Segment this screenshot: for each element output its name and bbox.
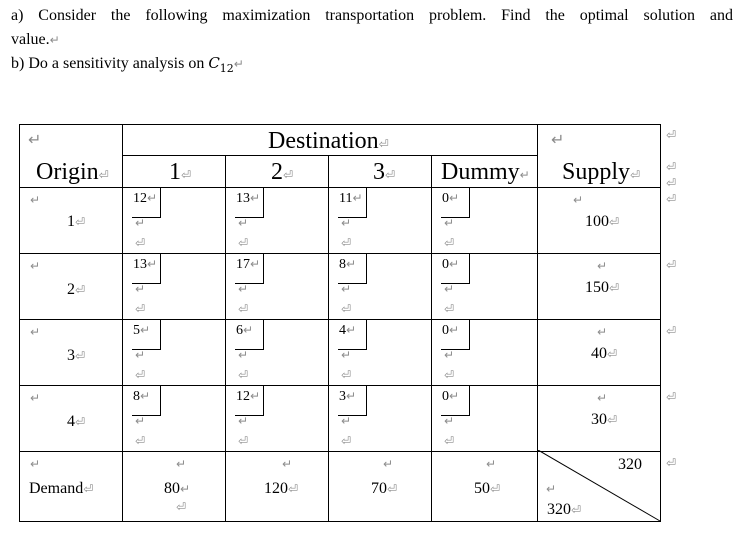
row-end-mark-icon: ⏎	[666, 324, 677, 338]
demand-value: 50⏎	[474, 480, 501, 497]
paragraph-mark-icon: ↵	[444, 414, 455, 428]
paragraph-mark-icon: ⏎	[135, 302, 146, 316]
cost-value: 6↵	[236, 323, 254, 338]
paragraph-mark-icon: ⏎	[444, 236, 455, 250]
paragraph-mark-icon: ⏎	[135, 368, 146, 382]
row-end-mark-icon: ⏎	[666, 192, 677, 206]
cost-value: 0↵	[442, 191, 460, 206]
paragraph-mark-icon: ↵	[28, 130, 42, 149]
supply-value: 150⏎	[585, 279, 620, 296]
paragraph-mark-icon: ⏎	[135, 236, 146, 250]
paragraph-mark-icon: ⏎	[341, 302, 352, 316]
demand-label: Demand⏎	[29, 480, 94, 497]
origin-label-1: 1⏎	[67, 213, 86, 230]
cost-value: 13↵	[236, 191, 261, 206]
column-header-3: 3⏎	[373, 159, 396, 185]
supply-value: 30⏎	[591, 411, 618, 428]
paragraph-mark-icon: ↵	[30, 457, 41, 471]
cost-value: 12↵	[236, 389, 261, 404]
paragraph-mark-icon: ↵	[233, 57, 244, 71]
paragraph-mark-icon: ↵	[383, 457, 394, 471]
row-end-mark-icon: ⏎	[666, 456, 677, 470]
supply-value: 100⏎	[585, 213, 620, 230]
column-header-dummy: Dummy↵	[441, 159, 530, 185]
paragraph-mark-icon: ⏎	[238, 368, 249, 382]
cost-variable: $C_{12}$	[208, 54, 234, 75]
total-demand: 320	[618, 456, 642, 473]
column-header-2: 2⏎	[271, 159, 294, 185]
cost-value: 8↵	[339, 257, 357, 272]
paragraph-mark-icon: ↵	[135, 348, 146, 362]
row-end-mark-icon: ⏎	[666, 176, 677, 190]
paragraph-mark-icon: ↵	[176, 457, 187, 471]
row-end-mark-icon: ⏎	[666, 160, 677, 174]
paragraph-mark-icon: ↵	[238, 216, 249, 230]
paragraph-mark-icon: ↵	[30, 391, 41, 405]
paragraph-mark-icon: ↵	[551, 130, 565, 149]
cost-value: 0↵	[442, 257, 460, 272]
paragraph-mark-icon: ⏎	[238, 434, 249, 448]
demand-value: 120⏎	[264, 480, 299, 497]
supply-value: 40⏎	[591, 345, 618, 362]
cost-value: 8↵	[133, 389, 151, 404]
total-supply: 320⏎	[547, 501, 582, 518]
question-part-a-line2: value.↵	[11, 31, 60, 48]
paragraph-mark-icon: ↵	[444, 348, 455, 362]
cost-value: 12↵	[133, 191, 158, 206]
cost-value: 13↵	[133, 257, 158, 272]
paragraph-mark-icon: ↵	[341, 348, 352, 362]
paragraph-mark-icon: ↵	[30, 259, 41, 273]
paragraph-mark-icon: ↵	[597, 391, 608, 405]
supply-header: Supply⏎	[562, 159, 641, 185]
paragraph-mark-icon: ⏎	[341, 368, 352, 382]
demand-value: 80↵	[164, 480, 191, 497]
origin-label-2: 2⏎	[67, 281, 86, 298]
paragraph-mark-icon: ↵	[573, 193, 584, 207]
cost-value: 11↵	[339, 191, 363, 206]
paragraph-mark-icon: ↵	[135, 282, 146, 296]
paragraph-mark-icon: ↵	[30, 193, 41, 207]
paragraph-mark-icon: ⏎	[444, 302, 455, 316]
paragraph-mark-icon: ↵	[444, 216, 455, 230]
row-end-mark-icon: ⏎	[666, 390, 677, 404]
paragraph-mark-icon: ⏎	[444, 434, 455, 448]
paragraph-mark-icon: ↵	[135, 216, 146, 230]
paragraph-mark-icon: ↵	[341, 282, 352, 296]
question-part-a-line1: a) Consider the following maximization transportation problem. Find the optimal solution and	[11, 7, 733, 24]
column-header-1: 1⏎	[169, 159, 192, 185]
destination-header: Destination⏎	[268, 128, 389, 154]
demand-value: 70⏎	[371, 480, 398, 497]
paragraph-mark-icon: ↵	[238, 414, 249, 428]
paragraph-mark-icon: ⏎	[135, 434, 146, 448]
paragraph-mark-icon: ↵	[597, 325, 608, 339]
origin-label-4: 4⏎	[67, 413, 86, 430]
paragraph-mark-icon: ↵	[341, 216, 352, 230]
paragraph-mark-icon: ↵	[49, 33, 60, 47]
paragraph-mark-icon: ⏎	[238, 302, 249, 316]
cost-value: 0↵	[442, 323, 460, 338]
paragraph-mark-icon: ↵	[546, 482, 557, 496]
paragraph-mark-icon: ⏎	[176, 500, 187, 514]
origin-header: Origin⏎	[36, 159, 109, 185]
row-end-mark-icon: ⏎	[666, 128, 677, 142]
paragraph-mark-icon: ↵	[238, 282, 249, 296]
cost-value: 0↵	[442, 389, 460, 404]
paragraph-mark-icon: ↵	[135, 414, 146, 428]
paragraph-mark-icon: ↵	[486, 457, 497, 471]
cost-value: 4↵	[339, 323, 357, 338]
paragraph-mark-icon: ⏎	[341, 236, 352, 250]
paragraph-mark-icon: ↵	[238, 348, 249, 362]
row-end-mark-icon: ⏎	[666, 258, 677, 272]
cost-value: 5↵	[133, 323, 151, 338]
paragraph-mark-icon: ⏎	[238, 236, 249, 250]
cost-value: 3↵	[339, 389, 357, 404]
origin-label-3: 3⏎	[67, 347, 86, 364]
paragraph-mark-icon: ↵	[597, 259, 608, 273]
paragraph-mark-icon: ↵	[30, 325, 41, 339]
paragraph-mark-icon: ⏎	[341, 434, 352, 448]
question-part-b: b) Do a sensitivity analysis on $C_{12}↵$	[11, 54, 244, 75]
paragraph-mark-icon: ⏎	[444, 368, 455, 382]
paragraph-mark-icon: ↵	[341, 414, 352, 428]
paragraph-mark-icon: ↵	[282, 457, 293, 471]
paragraph-mark-icon: ↵	[444, 282, 455, 296]
cost-value: 17↵	[236, 257, 261, 272]
